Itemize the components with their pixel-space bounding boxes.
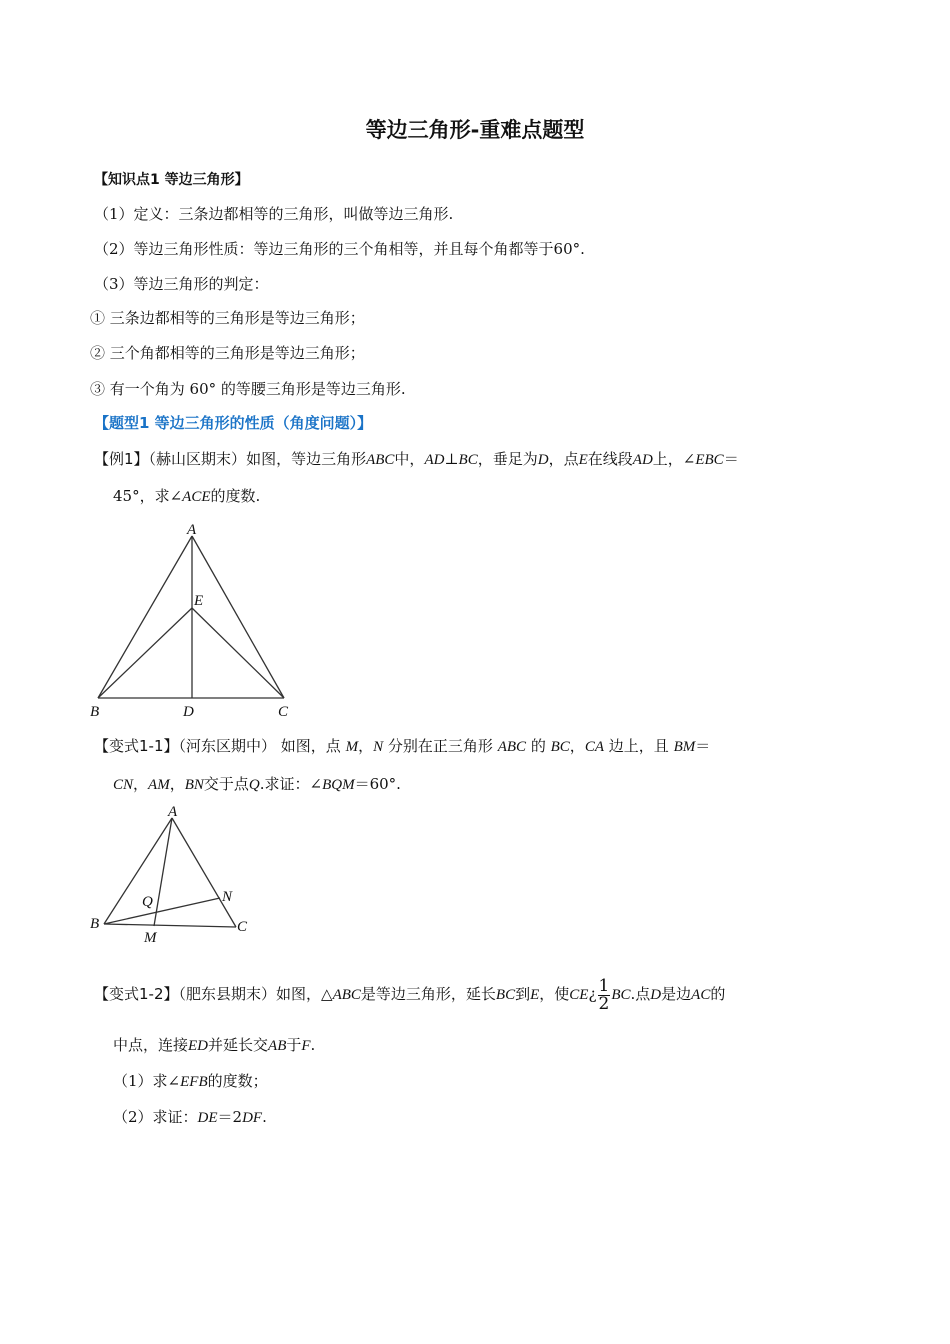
label-n: N	[222, 889, 233, 905]
text: 交于点	[203, 775, 249, 793]
text: （1）求∠	[113, 1072, 181, 1090]
judgement-item-2: ② 三个角都相等的三角形是等边三角形；	[90, 344, 365, 362]
text: ，	[358, 737, 374, 755]
text: 于	[286, 1036, 302, 1054]
text: ，	[569, 737, 585, 755]
text: ，点	[548, 450, 579, 468]
segment-bn	[104, 898, 220, 924]
segment-ab	[104, 818, 172, 924]
text: .点	[630, 985, 651, 1003]
var: M	[345, 739, 359, 755]
var: AD	[424, 452, 445, 468]
text: 如图，点	[280, 737, 341, 755]
fraction-numerator: 1	[598, 975, 610, 996]
fraction-one-half	[598, 975, 611, 1014]
text: 在线段	[587, 450, 633, 468]
variant-1-1-tag: 【变式1-1】	[94, 737, 179, 755]
var: EBC	[695, 452, 724, 468]
var: BN	[184, 777, 204, 793]
text: 45°，求∠	[113, 487, 183, 505]
segment-be	[98, 608, 192, 698]
label-e: E	[194, 593, 204, 609]
text: .求证：∠	[259, 775, 323, 793]
var: ED	[188, 1038, 209, 1054]
text: 上，∠	[652, 450, 696, 468]
knowledge-point-heading: 【知识点1 等边三角形】	[94, 172, 249, 188]
judgement-item-1: ① 三条边都相等的三角形是等边三角形；	[90, 309, 365, 327]
var: BM	[673, 739, 696, 755]
var: BC	[495, 987, 516, 1003]
var: E	[578, 452, 588, 468]
example-1-line-2	[113, 485, 260, 508]
var: BQM	[322, 777, 355, 793]
text: 的度数；	[207, 1072, 268, 1090]
variant-1-1-line-1	[94, 735, 710, 758]
label-b: B	[90, 704, 100, 720]
question-type-heading: 【题型1 等边三角形的性质（角度问题）】	[94, 414, 373, 432]
var: CN	[113, 777, 134, 793]
var: D	[537, 452, 549, 468]
var: ACE	[182, 489, 211, 505]
text: 到	[515, 985, 531, 1003]
judgement-line: （3）等边三角形的判定：	[94, 275, 269, 293]
text: 是等边三角形，延长	[360, 985, 496, 1003]
text: .	[262, 1108, 267, 1126]
text: ＝	[695, 737, 711, 755]
segment-ab	[98, 536, 192, 698]
garbled-glyph: ¿	[588, 985, 597, 1003]
var: F	[301, 1038, 311, 1054]
label-c: C	[278, 704, 289, 720]
variant-1-2-question-2	[113, 1106, 267, 1129]
segment-bc	[104, 924, 236, 927]
var: AB	[268, 1038, 287, 1054]
var: DF	[242, 1110, 263, 1126]
var: ABC	[366, 452, 395, 468]
text: ＝60°.	[354, 775, 401, 793]
property-line: （2）等边三角形性质：等边三角形的三个角相等，并且每个角都等于60°.	[94, 240, 585, 258]
fraction-denominator: 2	[598, 993, 610, 1014]
label-c: C	[237, 919, 248, 935]
text: .	[310, 1036, 316, 1054]
segment-ec	[192, 608, 284, 698]
label-m: M	[144, 930, 157, 946]
text: 的度数.	[210, 487, 261, 505]
example-1-tag: 【例1】	[94, 450, 149, 468]
text: ＝	[723, 450, 739, 468]
example-1-source: （赫山区期末）	[148, 450, 247, 468]
text: ，	[133, 775, 149, 793]
var: BC	[458, 452, 478, 468]
text: 是边	[661, 985, 692, 1003]
variant-1-2-question-1	[113, 1070, 268, 1093]
text: ，垂足为	[477, 450, 538, 468]
var: D	[650, 987, 662, 1003]
variant-1-1-line-2	[113, 773, 401, 796]
text: 的	[710, 985, 726, 1003]
text: 如图，△	[276, 985, 333, 1003]
text: 中点，连接	[113, 1036, 189, 1054]
label-a: A	[187, 522, 197, 538]
var: AM	[148, 777, 170, 793]
var: N	[373, 739, 384, 755]
variant-1-2-line-2	[113, 1034, 315, 1057]
definition-line: （1）定义：三条边都相等的三角形，叫做等边三角形.	[94, 205, 454, 223]
var: CA	[584, 739, 604, 755]
variant-1-1-figure	[84, 800, 259, 950]
var: Q	[248, 777, 260, 793]
text: ，使	[539, 985, 570, 1003]
segment-ac	[192, 536, 284, 698]
var: CE	[569, 987, 589, 1003]
segment-ac	[172, 818, 236, 927]
text: 的	[530, 737, 546, 755]
var: EFB	[180, 1074, 208, 1090]
judgement-item-3: ③ 有一个角为 60° 的等腰三角形是等边三角形.	[90, 380, 406, 398]
text: 边上，且	[608, 737, 669, 755]
var: BC	[611, 987, 631, 1003]
example-1-line-1	[94, 448, 739, 471]
text: 如图，等边三角形	[246, 450, 367, 468]
text: 并延长交	[208, 1036, 269, 1054]
text: ＝2	[217, 1108, 243, 1126]
var: ABC	[497, 739, 527, 755]
var: AC	[691, 987, 711, 1003]
variant-1-2-tag: 【变式1-2】	[94, 985, 179, 1003]
variant-1-1-source: （河东区期中）	[178, 737, 277, 755]
page-title: 等边三角形-重难点题型	[365, 118, 585, 142]
label-d: D	[183, 704, 194, 720]
var: AD	[632, 452, 653, 468]
var: BC	[550, 739, 570, 755]
text: ，	[169, 775, 185, 793]
text: 分别在正三角形	[387, 737, 493, 755]
var: ABC	[332, 987, 361, 1003]
variant-1-2-line-1	[94, 972, 725, 1017]
label-b: B	[90, 916, 100, 932]
example-1-figure	[84, 518, 304, 723]
perp-symbol: ⊥	[444, 450, 459, 468]
label-q: Q	[142, 894, 153, 910]
label-a: A	[168, 804, 178, 820]
text: （2）求证：	[113, 1108, 198, 1126]
variant-1-2-source: （肥东县期末）	[178, 985, 277, 1003]
text: 中，	[394, 450, 425, 468]
var: DE	[197, 1110, 218, 1126]
var: E	[530, 987, 540, 1003]
